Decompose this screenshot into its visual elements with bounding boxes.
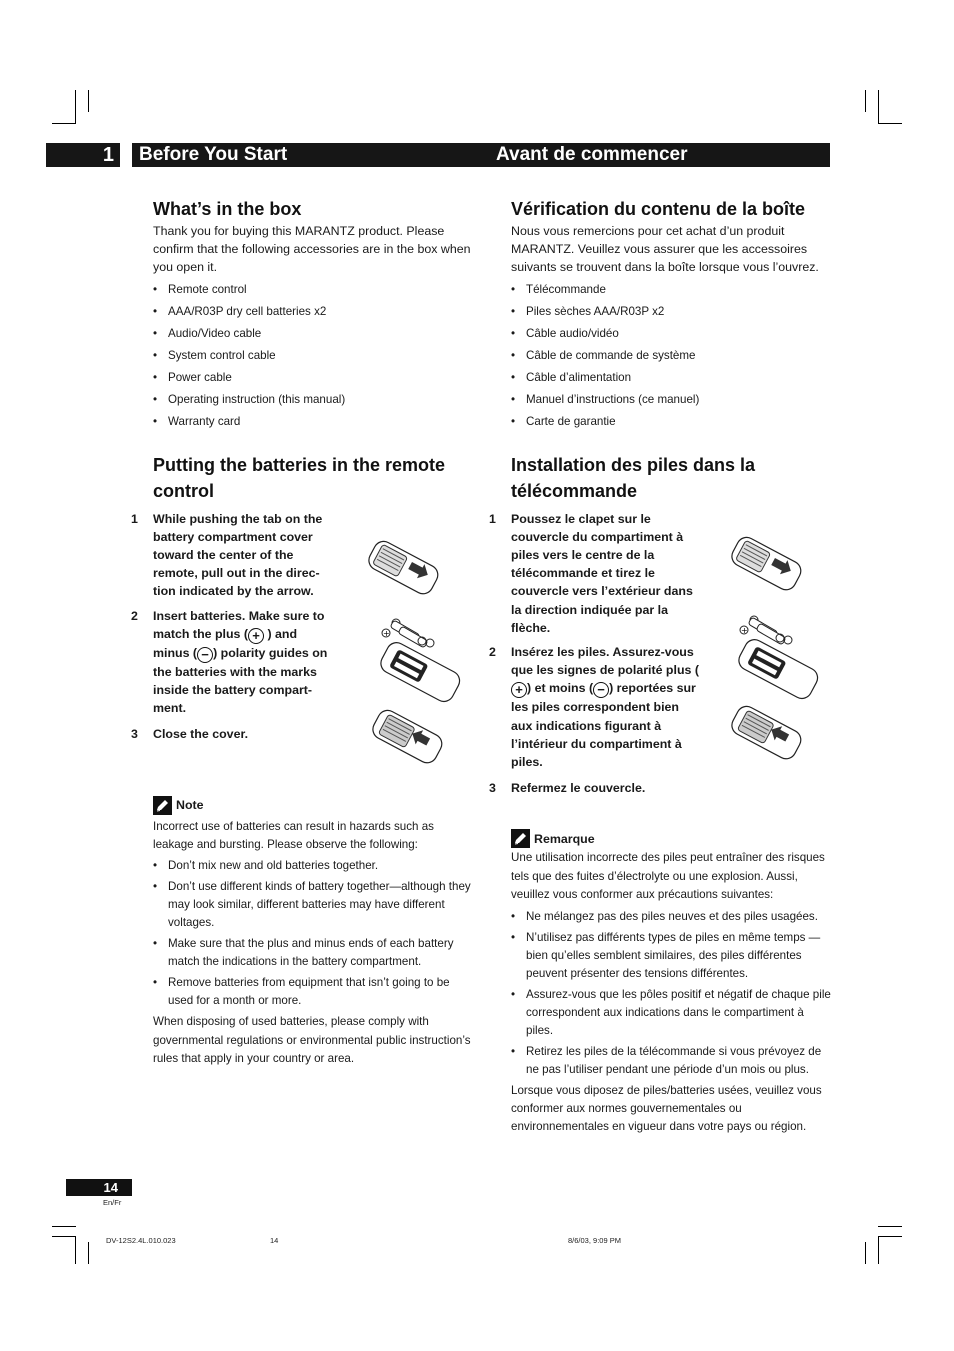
list-item: • Câble de commande de système <box>511 347 831 365</box>
chapter-title-fr: Avant de commencer <box>496 144 688 165</box>
remote-open-cover-illustration <box>362 538 442 598</box>
list-item: • Remote control <box>153 281 475 299</box>
note-heading-fr: Remarque <box>511 829 831 848</box>
minus-circle-icon: − <box>593 682 609 698</box>
list-item: • Ne mélangez pas des piles neuves et des piles usagées. <box>511 908 831 926</box>
list-item: • System control cable <box>153 347 475 365</box>
note-intro: Incorrect use of batteries can result in hazards such as leakage and bursting. Please observe the following: <box>153 819 434 852</box>
chapter-title-en: Before You Start <box>139 144 288 165</box>
chapter-number: 1 <box>102 144 114 166</box>
box-intro-fr: Nous vous remercions pour cet achat d’un produit MARANTZ. Veuillez vous assurer que les accessoires suivants se trouvent dans la boîte lorsque vous l’ouvrez. <box>511 224 819 275</box>
remote-insert-batteries-illustration-fr <box>730 610 830 710</box>
remote-close-cover-illustration <box>366 707 446 769</box>
list-item: • Operating instruction (this manual) <box>153 391 475 409</box>
box-items-list <box>153 281 475 431</box>
list-item: • Manuel d’instructions (ce manuel) <box>511 391 831 409</box>
file-code: DV-12S2.4L.010.023 <box>106 1236 176 1245</box>
box-intro: Thank you for buying this MARANTZ product. Please confirm that the following accessories are in the box when you open it. <box>153 224 471 275</box>
step-2: 2 Insert batteries. Make sure to match the plus ( + ) and minus ( − ) polarity guides on the batteries with the marks inside the battery compart-ment. <box>131 608 328 716</box>
language-code: En/Fr <box>103 1198 122 1207</box>
file-page: 14 <box>270 1236 279 1245</box>
list-item: • Power cable <box>153 369 475 387</box>
svg-text:+: + <box>741 626 748 635</box>
list-item: • Carte de garantie <box>511 413 831 431</box>
list-item: • Câble audio/vidéo <box>511 325 831 343</box>
list-item: • Audio/Video cable <box>153 325 475 343</box>
note-items-list-fr <box>511 908 831 1079</box>
step-1: 1 While pushing the tab on the battery compartment cover toward the center of the remote, pull out in the direc-tion indicated by the arrow. <box>131 511 323 599</box>
list-item: • Retirez les piles de la télécommande si vous prévoyez de ne pas l’utiliser pendant une période d’un mois ou plus. <box>511 1043 831 1079</box>
remote-open-cover-illustration-fr <box>725 534 805 594</box>
note-outro: When disposing of used batteries, please comply with governmental regulations or environmental public instruction’s rules that apply in your country or area. <box>153 1015 471 1066</box>
note-outro-fr: Lorsque vous diposez de piles/batteries usées, veuillez vous conformer aux normes gouvernementales ou environnementales en vigueur dans votre pays ou région. <box>511 1083 822 1134</box>
minus-circle-icon: − <box>197 647 213 663</box>
pencil-note-icon <box>153 796 172 815</box>
list-item: • Remove batteries from equipment that isn’t going to be used for a month or more. <box>153 974 475 1010</box>
list-item: • Don’t use different kinds of battery together—although they may look similar, different batteries may have different voltages. <box>153 878 475 932</box>
box-heading: What’s in the box <box>153 199 302 219</box>
box-items-list-fr <box>511 281 831 431</box>
list-item: • Câble d’alimentation <box>511 369 831 387</box>
list-item: • N’utilisez pas différents types de piles en même temps — bien qu’elles semblent similaires, des piles différentes peuvent présenter des tensions différentes. <box>511 929 831 983</box>
step-2-fr: 2 Insérez les piles. Assurez-vous que les signes de polarité plus (+ ) et moins ( − ) reportées sur les piles correspondent bien aux indications figurant à l’intérieur du compartiment à piles. <box>489 645 699 770</box>
remote-insert-batteries-illustration <box>372 613 472 718</box>
page-number: 14 <box>66 1179 132 1196</box>
list-item: • AAA/R03P dry cell batteries x2 <box>153 303 475 321</box>
note-items-list <box>153 857 475 1010</box>
svg-text:+: + <box>383 629 390 638</box>
list-item: • Piles sèches AAA/R03P x2 <box>511 303 831 321</box>
list-item: • Assurez-vous que les pôles positif et négatif de chaque pile correspondent aux indications dans le compartiment à piles. <box>511 986 831 1040</box>
chapter-separator <box>120 143 132 167</box>
remote-close-cover-illustration-fr <box>725 703 805 765</box>
list-item: • Make sure that the plus and minus ends of each battery match the indications in the battery compartment. <box>153 935 475 971</box>
step-1-fr: 1 Poussez le clapet sur le couvercle du compartiment à piles vers le centre de la télécommande et tirez le couvercle vers l’extérieur dans la direction indiquée par la flèche. <box>489 511 693 635</box>
list-item: • Télécommande <box>511 281 831 299</box>
list-item: • Warranty card <box>153 413 475 431</box>
note-intro-fr: Une utilisation incorrecte des piles peut entraîner des risques tels que des fuites d’électrolyte ou une explosion. Aussi, veuillez vous conformer aux précautions suivantes: <box>511 851 825 902</box>
plus-circle-icon: + <box>511 682 527 698</box>
list-item: • Don’t mix new and old batteries together. <box>153 857 475 875</box>
pencil-note-icon <box>511 829 530 848</box>
batteries-heading: Putting the batteries in the remote control <box>153 454 446 501</box>
note-heading: Note <box>153 796 475 815</box>
plus-circle-icon: + <box>248 628 264 644</box>
batteries-heading-fr: Installation des piles dans la télécommande <box>511 454 756 501</box>
step-3: 3 Close the cover. <box>131 727 249 742</box>
print-timestamp: 8/6/03, 9:09 PM <box>568 1236 621 1245</box>
box-heading-fr: Vérification du contenu de la boîte <box>511 199 806 219</box>
step-3-fr: 3 Refermez le couvercle. <box>489 781 646 796</box>
